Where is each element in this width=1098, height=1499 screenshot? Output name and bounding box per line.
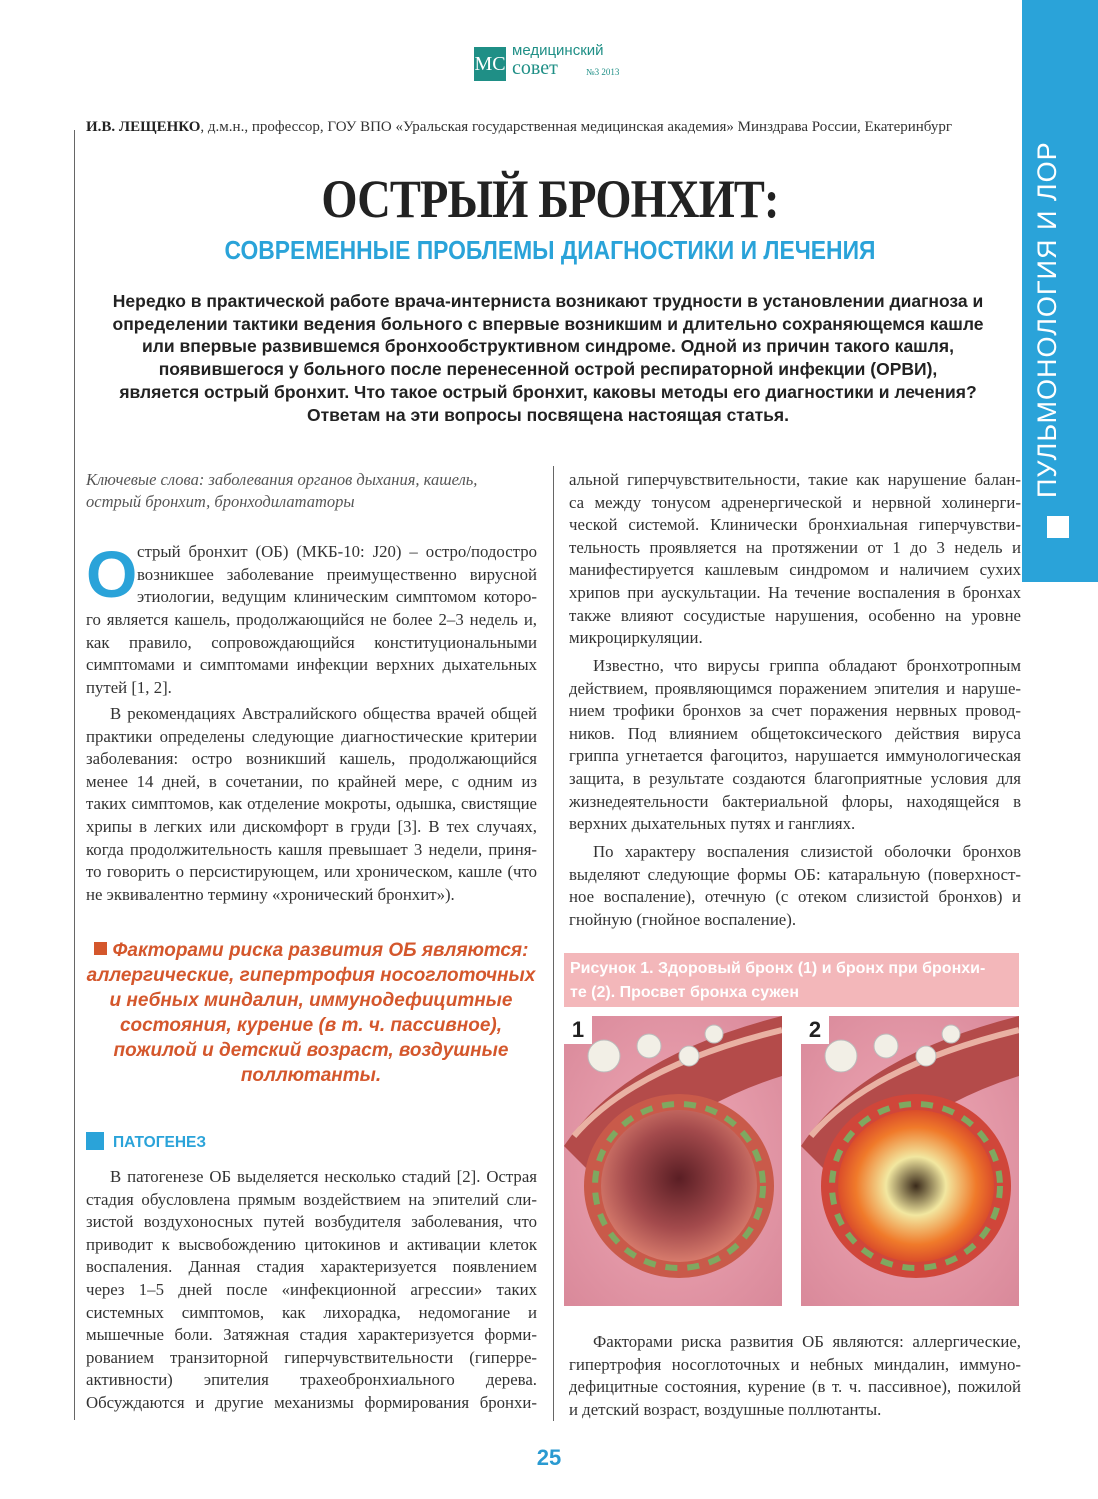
text-line: возникшее заболевание преимущественно вирусной xyxy=(137,564,537,584)
text-line: также влияют сосудистые нарушения, особенно на уровне xyxy=(569,605,1021,625)
text-line: действием, проявляющимся поражением эпителия и наруше- xyxy=(569,678,1021,698)
text-line: этиологии, ведущим клиническим симптомом которо- xyxy=(137,587,537,607)
callout-line: поллютанты. xyxy=(240,1065,382,1086)
figure-caption xyxy=(564,953,1019,1007)
section-tab-square-icon xyxy=(1047,516,1069,538)
author-name: И.В. ЛЕЩЕНКО xyxy=(86,119,201,135)
text-line: хрипы в легких или дискомфорт в груди [3]. В тех случаях, xyxy=(86,816,537,836)
text-line: симптомами и симптомами инфекции верхних дыхательных xyxy=(86,655,537,675)
left-paragraph-1b xyxy=(86,609,537,699)
logo-line1: медицинский xyxy=(512,42,604,59)
logo-issue: №3 2013 xyxy=(586,67,620,77)
figure-panel-bronchitis xyxy=(801,1016,1019,1306)
text-line: и детский возраст, воздушные поллютанты. xyxy=(569,1399,882,1419)
text-line: са между тонусом адренергической и нервной холинерги- xyxy=(569,492,1021,512)
article-subtitle: СОВРЕМЕННЫЕ ПРОБЛЕМЫ ДИАГНОСТИКИ И ЛЕЧЕНИЯ xyxy=(224,235,876,265)
callout-line: пожилой и детский возраст, воздушные xyxy=(113,1040,509,1061)
lead-line: определении тактики ведения больного с впервые возникшим и длительно сохраняющемся кашле xyxy=(112,313,984,334)
callout-line: и небных миндалин, иммунодефицитные xyxy=(109,990,513,1011)
text-line: мышечные боли. Затяжная стадия характеризуется форми- xyxy=(86,1325,537,1345)
lead-line: появившегося у больного после перенесенной острой респираторной инфекции (ОРВИ), xyxy=(158,359,938,380)
text-line: По характеру воспаления слизистой оболочки бронхов xyxy=(593,842,1021,861)
column-divider xyxy=(553,466,554,1421)
text-line: практики определены следующие диагностические критерии xyxy=(86,726,537,746)
left-paragraph-2 xyxy=(86,703,537,906)
text-line: защита, в результате создаются благоприятные условия для xyxy=(569,768,1021,788)
logo-mark: МС xyxy=(474,47,506,81)
text-line: заболевания: остро возникший кашель, продолжающийся xyxy=(86,749,537,769)
author-line xyxy=(86,119,1026,136)
text-line: В рекомендациях Австралийского общества врачей общей xyxy=(110,704,537,723)
text-line: зистой воздухоносных путей возбудителя заболевания, что xyxy=(86,1212,537,1232)
text-line: гнойную (гнойное воспаление). xyxy=(569,909,797,929)
healthy-bronchus-illustration xyxy=(564,1016,782,1306)
text-line: манифестируется кашлевым синдромом и наличием сухих xyxy=(569,560,1021,580)
text-line: системных симптомов, как лихорадка, недомогание и xyxy=(86,1302,537,1322)
text-line: дефицитные состояния, курение (в т. ч. пассивное), пожилой xyxy=(569,1377,1021,1397)
text-line: через 1–5 дней после «инфекционной агрессии» таких xyxy=(86,1279,537,1299)
text-line: выделяют следующие формы ОБ: катаральную (поверхност- xyxy=(569,864,1021,884)
left-paragraph-3 xyxy=(86,1166,537,1415)
text-line: ное воспаление), отечную (с отеком слизистой бронхов) и xyxy=(569,887,1021,907)
section-heading-pathogenesis xyxy=(86,1132,206,1152)
keywords-line: Ключевые слова: заболевания органов дыхания, кашель, xyxy=(86,470,478,489)
text-line: стрый бронхит (ОБ) (МКБ-10: J20) – остро/подостро xyxy=(137,542,537,561)
text-line: жизнедеятельности бактериальной флоры, находящейся в xyxy=(569,791,1021,811)
text-line: не эквивалентно термину «хронический бронхит»). xyxy=(86,884,455,904)
text-line: активности) эпителия трахеобронхиального дерева. xyxy=(86,1370,537,1390)
author-affiliation: , д.м.н., профессор, ГОУ ВПО «Уральская государственная медицинская академия» Минздрава России, Екатеринбург xyxy=(200,119,952,135)
text-line: хрипов при аускультации. На течение воспаления в бронхах xyxy=(569,582,1021,602)
logo-line2: совет xyxy=(512,57,558,79)
text-line: таких симптомов, как отделение мокроты, одышка, свистящие xyxy=(86,794,537,814)
bronchitis-illustration xyxy=(801,1016,1019,1306)
keywords-line: острый бронхит, бронходилататоры xyxy=(86,492,355,511)
journal-logo xyxy=(474,42,624,83)
text-line: нием трофики бронхов за счет поражения нервных провод- xyxy=(569,701,1021,721)
article-lead xyxy=(88,290,1008,426)
lead-line: Нередко в практической работе врача-интерниста возникают трудности в установлении диагноза и xyxy=(112,291,984,311)
text-line: менее 14 дней, в сочетании, по крайней мере, с одним из xyxy=(86,771,537,791)
text-line: альной гиперчувствительности, такие как нарушение балан- xyxy=(569,470,1021,489)
drop-cap: О xyxy=(86,537,138,611)
caption-line: Рисунок 1. Здоровый бронх (1) и бронх при бронхи- xyxy=(570,960,986,977)
page-number: 25 xyxy=(536,1445,562,1470)
callout-line: аллергические, гипертрофия носоглоточных xyxy=(86,965,536,986)
heading-label: ПАТОГЕНЕЗ xyxy=(113,1134,207,1151)
figure-label-2: 2 xyxy=(801,1016,829,1044)
text-line: то говорить о персистирующем, или хроническом, кашле (что xyxy=(86,862,537,882)
right-paragraph-2 xyxy=(569,655,1021,836)
left-rule xyxy=(74,130,75,1420)
section-tab xyxy=(1022,0,1098,582)
right-paragraph-4 xyxy=(569,1331,1021,1421)
heading-square-icon xyxy=(86,1132,104,1150)
figure-label-1: 1 xyxy=(564,1016,592,1044)
text-line: как правило, сопровождающийся конституциональными xyxy=(86,632,537,652)
text-line: приводит к высвобождению цитокинов и активации клеток xyxy=(86,1234,537,1254)
text-line: гриппа угнетается фагоцитоз, нарушается иммунологическая xyxy=(569,746,1021,766)
text-line: го является кашель, продолжающийся не более 2–3 недель и, xyxy=(86,610,537,629)
text-line: Факторами риска развития ОБ являются: аллергические, xyxy=(593,1332,1021,1351)
text-line: В патогенезе ОБ выделяется несколько стадий [2]. Острая xyxy=(110,1167,537,1186)
text-line: микроциркуляции. xyxy=(569,628,703,648)
text-line: стадия обусловлена прямым воздействием на эпителий сли- xyxy=(86,1189,537,1209)
article-title: ОСТРЫЙ БРОНХИТ: xyxy=(321,169,779,229)
text-line: рованием транзиторной гиперчувствительности (гиперре- xyxy=(86,1347,537,1367)
text-line: гипертрофия носоглоточных и небных миндалин, иммуно- xyxy=(569,1354,1021,1374)
lead-line: Ответам на эти вопросы посвящена настоящая статья. xyxy=(306,404,790,425)
callout-line: Факторами риска развития ОБ являются: xyxy=(112,940,529,961)
text-line: когда продолжительность кашля превышает 3 недели, приня- xyxy=(86,839,537,859)
text-line: путей [1, 2]. xyxy=(86,677,172,697)
text-line: Известно, что вирусы гриппа обладают бронхотропным xyxy=(593,656,1021,675)
lead-line: является острый бронхит. Что такое острый бронхит, каковы методы его диагностики и лечения? xyxy=(119,381,977,402)
text-line: воспаления. Данная стадия характеризуется появлением xyxy=(86,1257,537,1277)
risk-factors-callout xyxy=(86,938,536,1088)
caption-line: те (2). Просвет бронха сужен xyxy=(570,984,799,1001)
text-line: тельность проявляется на протяжении от 1 до 3 недель и xyxy=(569,537,1021,557)
callout-square-icon xyxy=(94,942,107,955)
section-tab-label: ПУЛЬМОНОЛОГИЯ И ЛОР xyxy=(1032,141,1062,498)
figure-panel-healthy-bronchus xyxy=(564,1016,782,1306)
text-line: Обсуждаются и другие механизмы формирования бронхи- xyxy=(86,1392,537,1412)
callout-line: состояния, курение (в т. ч. пассивное), xyxy=(119,1015,503,1036)
text-line: ников. Под влиянием общетоксического действия вируса xyxy=(569,723,1021,743)
right-paragraph-1 xyxy=(569,469,1021,650)
text-line: ческой системой. Клинически бронхиальная гиперчувстви- xyxy=(569,515,1021,535)
lead-line: или впервые развившемся бронхообструктивном синдроме. Одной из причин такого кашля, xyxy=(142,336,954,357)
keywords xyxy=(86,469,541,513)
right-paragraph-3 xyxy=(569,841,1021,931)
text-line: верхних дыхательных путях и ганглиях. xyxy=(569,814,856,834)
left-paragraph-1a xyxy=(137,541,537,609)
